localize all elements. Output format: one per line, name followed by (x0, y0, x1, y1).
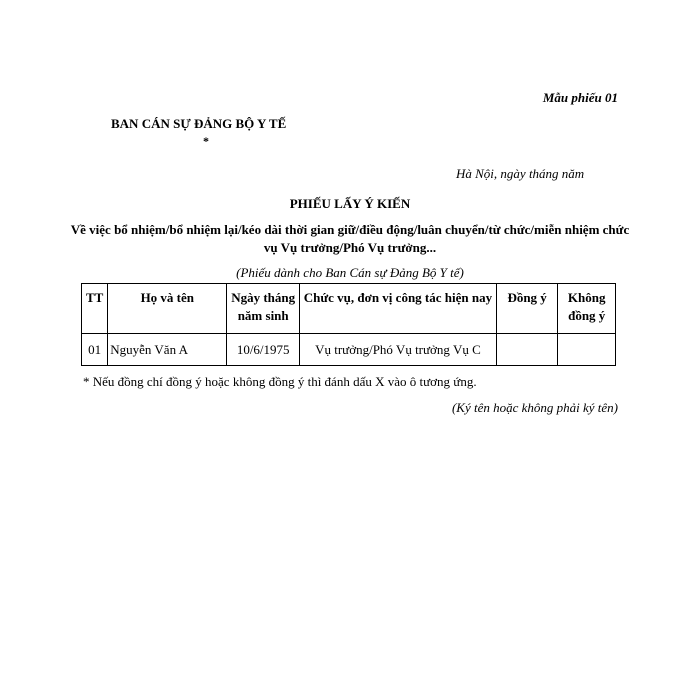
organization-name: BAN CÁN SỰ ĐẢNG BỘ Y TẾ (111, 116, 287, 131)
form-code: Mẫu phiếu 01 (542, 90, 618, 105)
cell-position: Vụ trưởng/Phó Vụ trưởng Vụ C (300, 334, 497, 366)
intended-for-note: (Phiếu dành cho Ban Cán sự Đảng Bộ Y tế) (236, 265, 464, 280)
cell-tt: 01 (82, 334, 108, 366)
agree-checkbox-cell[interactable] (496, 334, 558, 366)
opinion-table (81, 283, 616, 366)
header-agree: Đồng ý (496, 284, 558, 334)
table-row (82, 334, 616, 366)
table-header-row (82, 284, 616, 334)
header-name: Họ và tên (108, 284, 227, 334)
header-position: Chức vụ, đơn vị công tác hiện nay (300, 284, 497, 334)
footnote: * Nếu đồng chí đồng ý hoặc không đồng ý thì đánh dấu X vào ô tương ứng. (83, 374, 477, 389)
disagree-checkbox-cell[interactable] (558, 334, 616, 366)
organization-mark: * (203, 134, 209, 148)
header-tt: TT (82, 284, 108, 334)
place-date-line: Hà Nội, ngày tháng năm (456, 166, 585, 181)
cell-name: Nguyễn Văn A (108, 334, 227, 366)
header-disagree: Không đồng ý (558, 284, 616, 334)
header-dob: Ngày tháng năm sinh (227, 284, 300, 334)
cell-dob: 10/6/1975 (227, 334, 300, 366)
document-title: PHIẾU LẤY Ý KIẾN (289, 196, 411, 211)
document-subtitle: Về việc bổ nhiệm/bổ nhiệm lại/kéo dài thời gian giữ/điều động/luân chuyển/từ chức/miễn nhiệm chức vụ Vụ trưởng/Phó Vụ trưởng... (70, 222, 630, 255)
signature-note: (Ký tên hoặc không phải ký tên) (451, 400, 618, 415)
